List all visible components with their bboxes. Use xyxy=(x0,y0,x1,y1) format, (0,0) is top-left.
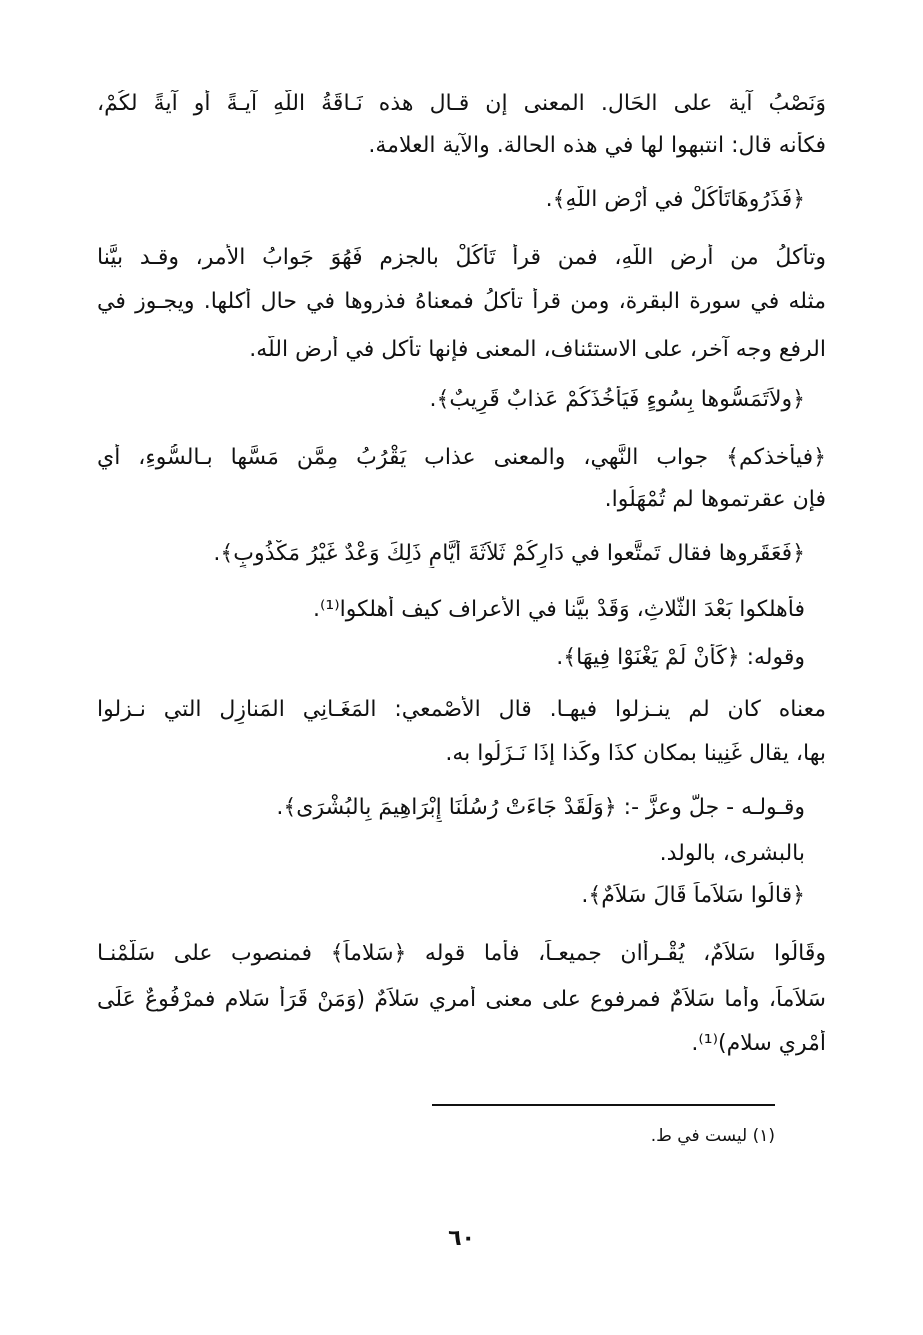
text-line: فكأنه قال: انتبهوا لها في هذه الحالة. والآية العلامة. xyxy=(368,133,826,158)
text-line: الرفع وجه آخر، على الاستئناف، المعنى فإنها تأكل في أرض اللَّه. xyxy=(249,337,826,362)
text-line: بالبشرى، بالولد. xyxy=(659,841,805,866)
footnote: (١) ليست في ط. xyxy=(650,1126,775,1146)
text-line: مثله في سورة البقرة، ومن قرأ تأكلُ فمعناهُ فذروها في حال أكلها. ويجـوز في xyxy=(97,289,826,314)
text-line: فإن عقرتموها لم تُمْهَلُوا. xyxy=(604,487,826,512)
text-line: سَلاَماً، وأما سَلاَمٌ فمرفوع على معنى أمري سَلاَمٌ (وَمَنْ قَرَأَ سَلام فمرْفُوعٌ عَلَى xyxy=(97,987,826,1012)
quran-verse-line: ﴿قالُوا سَلاَماً قَالَ سَلاَمٌ﴾. xyxy=(581,883,805,908)
text-line: بها، يقال غَنِينا بمكان كذَا وكَذا إذَا نَـزَلُوا به. xyxy=(445,741,826,766)
text-line: أَمْري سلام)⁽¹⁾. xyxy=(691,1031,826,1056)
footnote-divider xyxy=(432,1104,775,1106)
quran-verse-line: ﴿ولاَتَمَسُّوها بِسُوءٍ فَيَأْخُذَكُمْ عَذابٌ قَرِيبٌ﴾. xyxy=(429,387,805,412)
text-line: ﴿فيأخذكم﴾ جواب النَّهي، والمعنى عذاب يَقْرُبُ مِمَّن مَسَّها بـالسُّوءِ، أي xyxy=(97,445,826,470)
text-line: وَنَصْبُ آية على الحَال. المعنى إن قـال هذه نَـاقَةُ اللَّهِ آيـةً أو آيةً لكُمْ، xyxy=(97,91,826,116)
text-line: وقَالُوا سَلاَمٌ، يُقْـرأان جميعـاً، فأما قوله ﴿سَلاماً﴾ فمنصوب على سَلَّمْنـا xyxy=(97,941,826,966)
text-line: وقوله: ﴿كَأَنْ لَمْ يَغْنَوْا فِيهَا﴾. xyxy=(556,645,805,670)
text-line: فأهلكوا بَعْدَ الثَّلاثِ، وَقَدْ بيَّنا في الأعراف كيف أهلكوا⁽¹⁾. xyxy=(313,597,805,622)
text-line: وقـولـه - جلَّ وعزَّ -: ﴿وَلَقَدْ جَاءَتْ رُسُلُنَا إِبْرَاهِيمَ بِالبُشْرَى﴾. xyxy=(276,795,805,820)
text-line: معناه كان لم ينـزلوا فيهـا. قال الأَصْمعي: المَغَـانِي المَنازِل التي نـزلوا xyxy=(97,697,826,722)
quran-verse-line: ﴿فَعَقَروها فقال تَمتَّعوا في دَارِكُمْ ثَلاَثَةَ أَيَّامٍ ذَلِكَ وَعْدٌ غَيْرُ مَكْذُوبٍ﴾. xyxy=(213,541,805,566)
quran-verse-line: ﴿فَذَرُوهَاتَأْكُلْ في أَرْضِ اللَّهِ﴾. xyxy=(545,187,805,212)
page-number: ٦٠ xyxy=(448,1226,475,1251)
text-line: وتأكلُ من أرض اللَّهِ، فمن قرأ تَأْكُلْ بالجزم فَهُوَ جَوابُ الأمر، وقـد بيَّنا xyxy=(97,245,826,270)
